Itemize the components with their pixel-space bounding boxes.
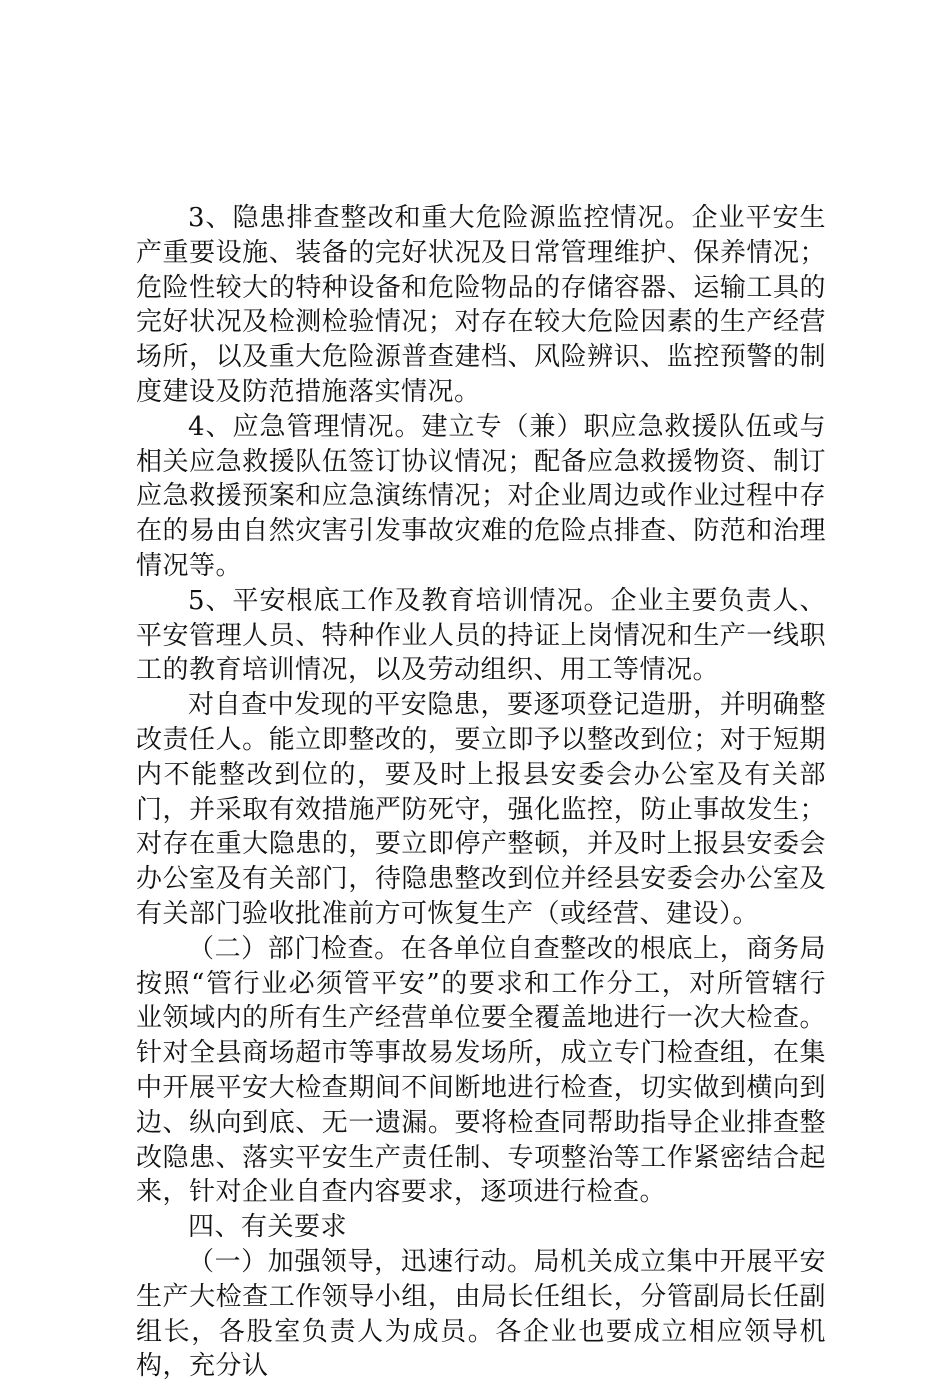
paragraph-strengthen-leadership: （一）加强领导，迅速行动。局机关成立集中开展平安生产大检查工作领导小组，由局长任组长，分管副局长任副组长，各股室负责人为成员。各企业也要成立相应领导机构，充分认 xyxy=(136,1246,826,1382)
paragraph-emergency-management: 4、应急管理情况。建立专（兼）职应急救援队伍或与相关应急救援队伍签订协议情况；配备应急救援物资、制订应急救援预案和应急演练情况；对企业周边或作业过程中存在的易由自然灾害引发事故灾难的危险点排查、防范和治理情况等。 xyxy=(136,411,826,581)
paragraph-department-inspection: （二）部门检查。在各单位自查整改的根底上，商务局按照“管行业必须管平安”的要求和工作分工，对所管辖行业领域内的所有生产经营单位要全覆盖地进行一次大检查。针对全县商场超市等事故易发场所，成立专门检查组，在集中开展平安大检查期间不间断地进行检查，切实做到横向到边、纵向到底、无一遗漏。要将检查同帮助指导企业排查整改隐患、落实平安生产责任制、专项整治等工作紧密结合起来，针对企业自查内容要求，逐项进行检查。 xyxy=(136,933,826,1208)
paragraph-safety-training: 5、平安根底工作及教育培训情况。企业主要负责人、平安管理人员、特种作业人员的持证上岗情况和生产一线职工的教育培训情况，以及劳动组织、用工等情况。 xyxy=(136,585,826,686)
paragraph-self-inspection-rectification: 对自查中发现的平安隐患，要逐项登记造册，并明确整改责任人。能立即整改的，要立即予以整改到位；对于短期内不能整改到位的，要及时上报县安委会办公室及有关部门，并采取有效措施严防死守，强化监控，防止事故发生；对存在重大隐患的，要立即停产整顿，并及时上报县安委会办公室及有关部门，待隐患整改到位并经县安委会办公室及有关部门验收批准前方可恢复生产（或经营、建设）。 xyxy=(136,690,826,929)
section-heading-requirements: 四、有关要求 xyxy=(188,1212,348,1243)
paragraph-hazard-inspection: 3、隐患排查整改和重大危险源监控情况。企业平安生产重要设施、装备的完好状况及日常管理维护、保养情况；危险性较大的特种设备和危险物品的存储容器、运输工具的完好状况及检测检验情况；对存在较大危险因素的生产经营场所，以及重大危险源普查建档、风险辨识、监控预警的制度建设及防范措施落实情况。 xyxy=(136,203,826,407)
document-body xyxy=(136,201,826,1384)
